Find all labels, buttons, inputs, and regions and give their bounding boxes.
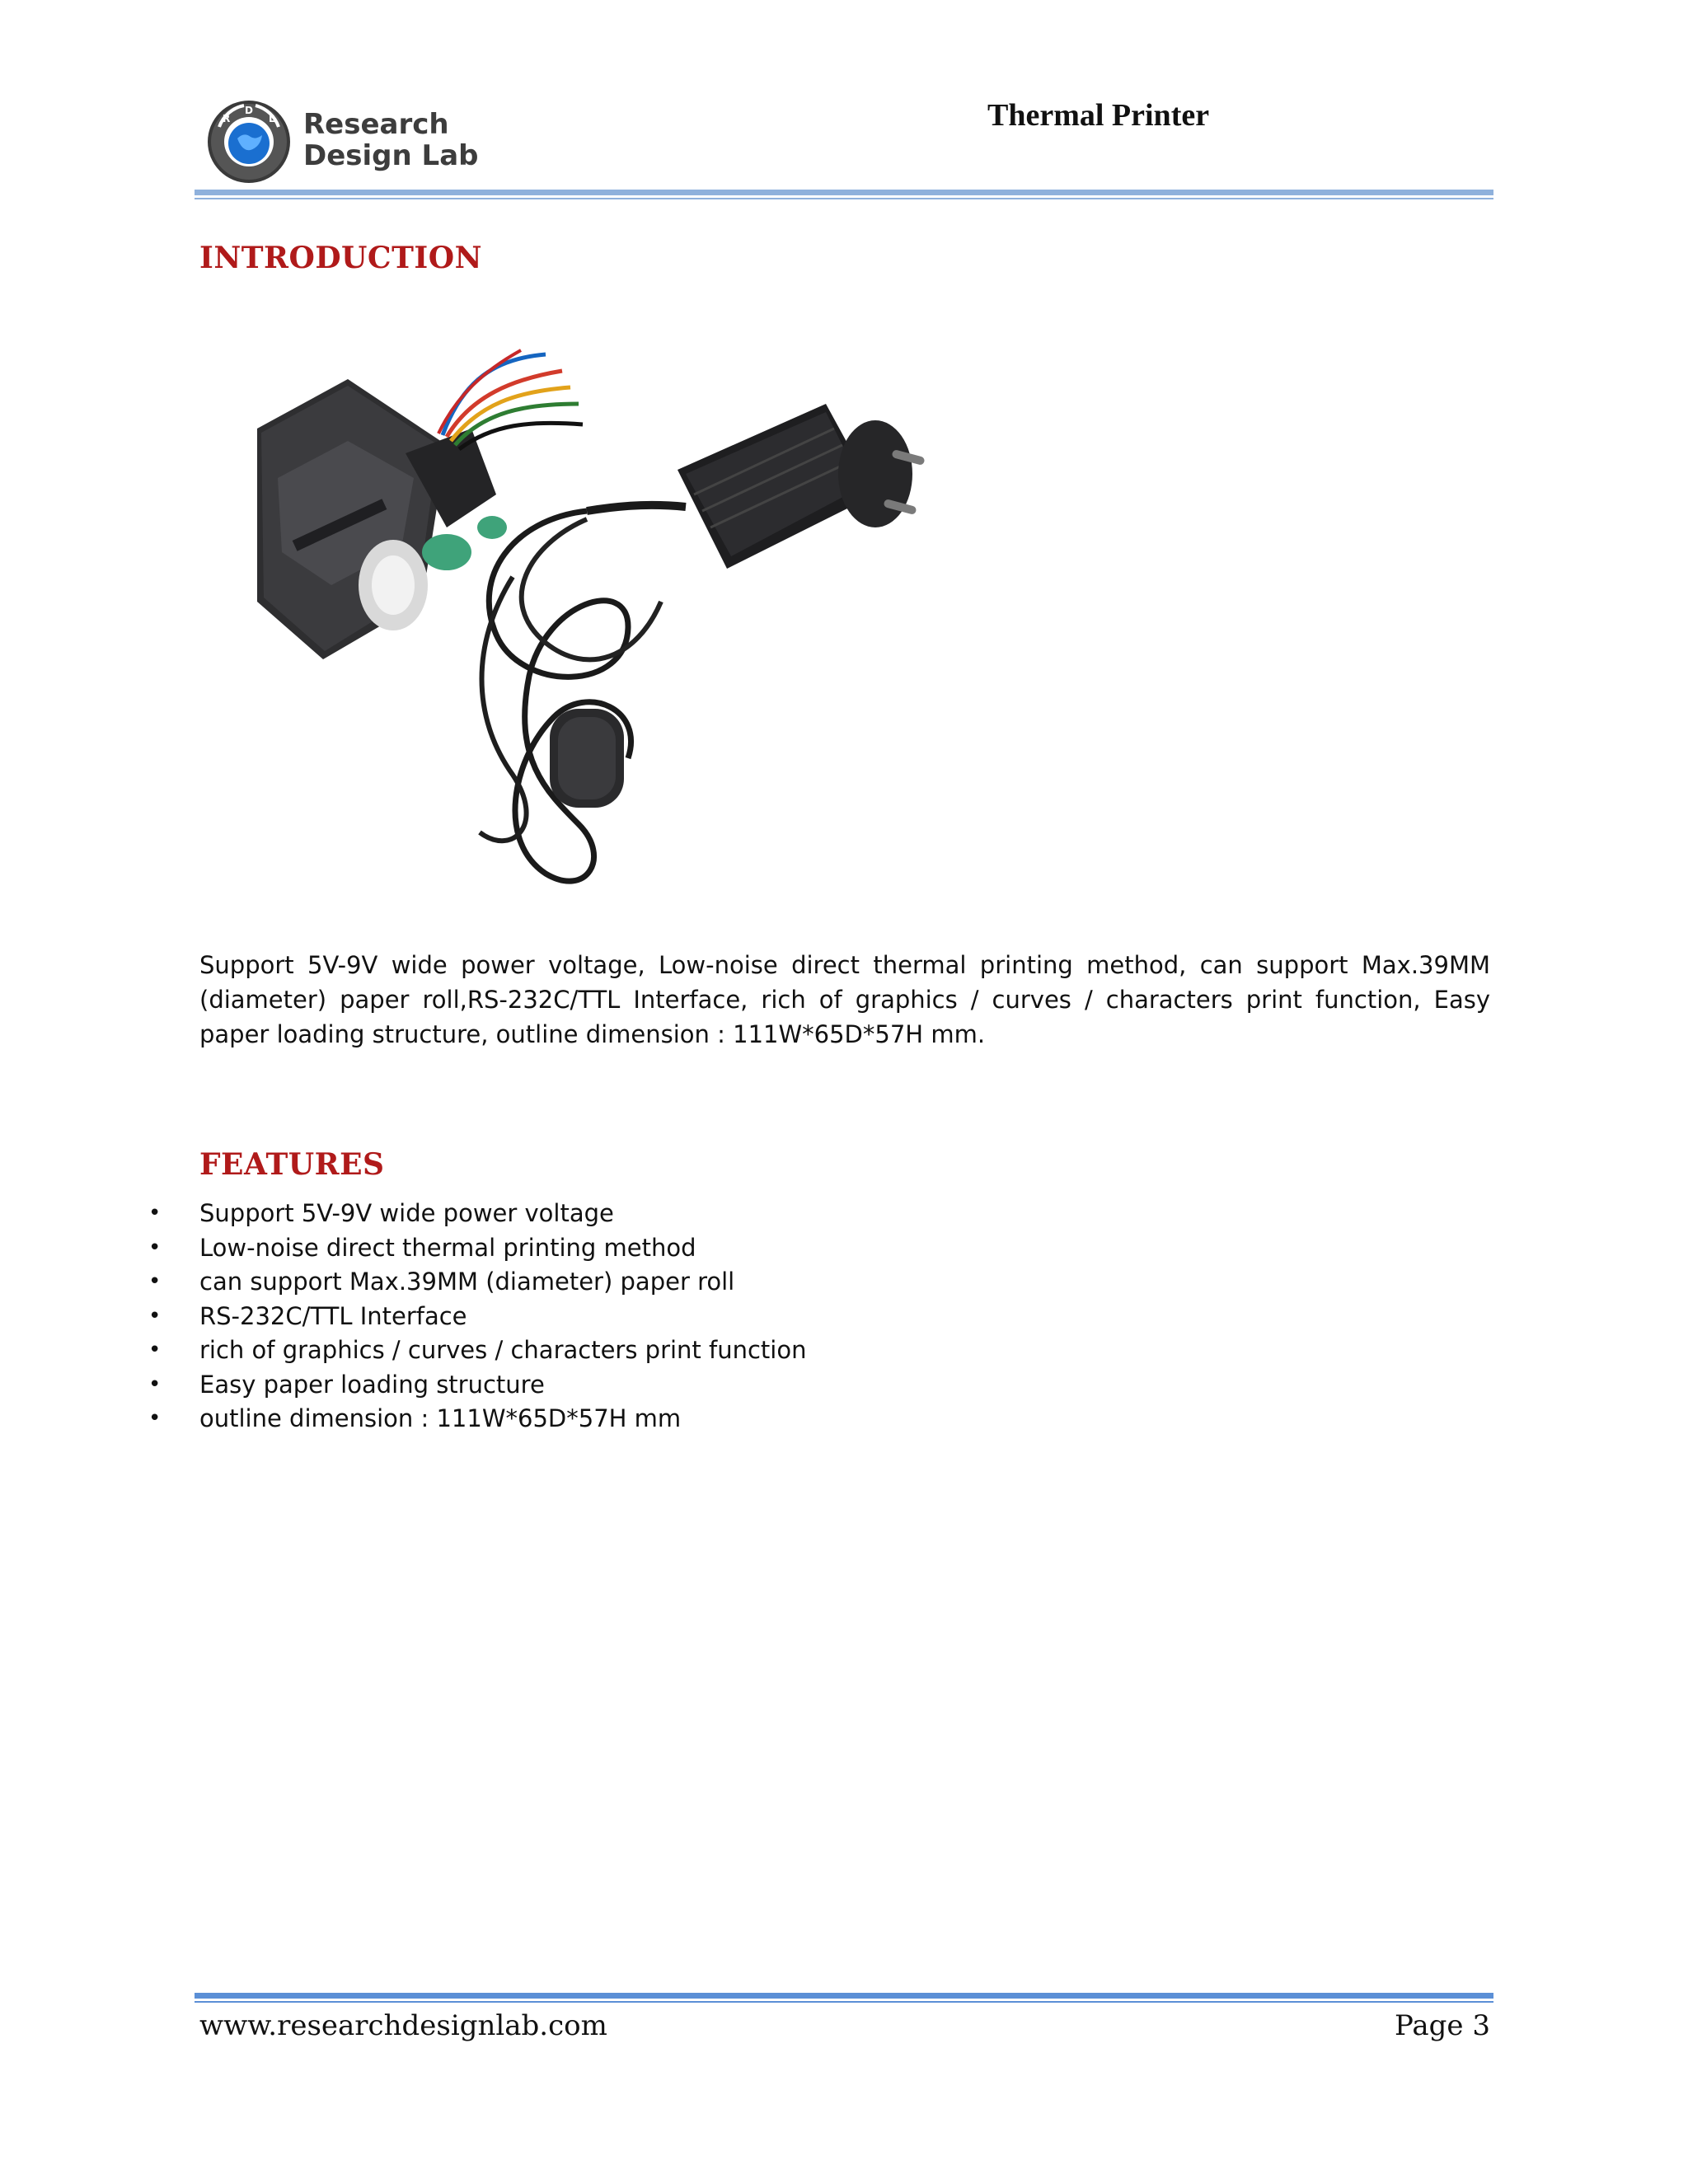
list-item	[148, 1231, 806, 1266]
list-item	[148, 1300, 806, 1334]
document-title: Thermal Printer	[987, 98, 1210, 133]
list-item	[148, 1197, 806, 1231]
list-item	[148, 1265, 806, 1300]
feature-text: Easy paper loading structure	[199, 1370, 545, 1399]
features-list	[148, 1197, 806, 1436]
bullet-icon: •	[148, 1235, 162, 1260]
features-heading: FEATURES	[199, 1147, 385, 1182]
rdl-logo	[204, 97, 485, 190]
feature-text: RS-232C/TTL Interface	[199, 1301, 467, 1330]
bullet-icon: •	[148, 1269, 162, 1294]
bullet-icon: •	[148, 1406, 162, 1431]
thermal-printer-photo	[199, 330, 925, 907]
logo-line-1: Research	[303, 108, 449, 141]
bullet-icon: •	[148, 1201, 162, 1226]
list-item	[148, 1368, 806, 1403]
footer-rule	[195, 1993, 1493, 2003]
header-rule	[195, 190, 1493, 199]
list-item	[148, 1402, 806, 1436]
svg-text:R: R	[223, 113, 231, 124]
bullet-icon: •	[148, 1338, 162, 1362]
svg-text:L: L	[269, 113, 275, 124]
logo-line-2: Design Lab	[303, 139, 479, 172]
bullet-icon: •	[148, 1303, 162, 1329]
feature-text: Low-noise direct thermal printing method	[199, 1233, 696, 1262]
list-item	[148, 1333, 806, 1368]
feature-text: Support 5V-9V wide power voltage	[199, 1199, 614, 1227]
page-number: Page 3	[1395, 2009, 1490, 2042]
introduction-heading: INTRODUCTION	[199, 241, 482, 275]
footer-website-link[interactable]: www.researchdesignlab.com	[199, 2009, 607, 2042]
introduction-paragraph: Support 5V-9V wide power voltage, Low-noise direct thermal printing method, can support Max.39MM (diameter) paper roll,RS-232C/TTL Interface, rich of graphics / curves / characters print function, Easy paper loading structure, outline dimension : 111W*65D*57H mm.	[199, 951, 1490, 1048]
svg-text:D: D	[245, 105, 253, 116]
feature-text: rich of graphics / curves / characters print function	[199, 1336, 807, 1364]
logo-wordmark	[303, 109, 479, 171]
feature-text: outline dimension : 111W*65D*57H mm	[199, 1404, 682, 1432]
bullet-icon: •	[148, 1371, 162, 1397]
rdl-logo-mark	[204, 97, 293, 186]
feature-text: can support Max.39MM (diameter) paper roll	[199, 1268, 735, 1296]
